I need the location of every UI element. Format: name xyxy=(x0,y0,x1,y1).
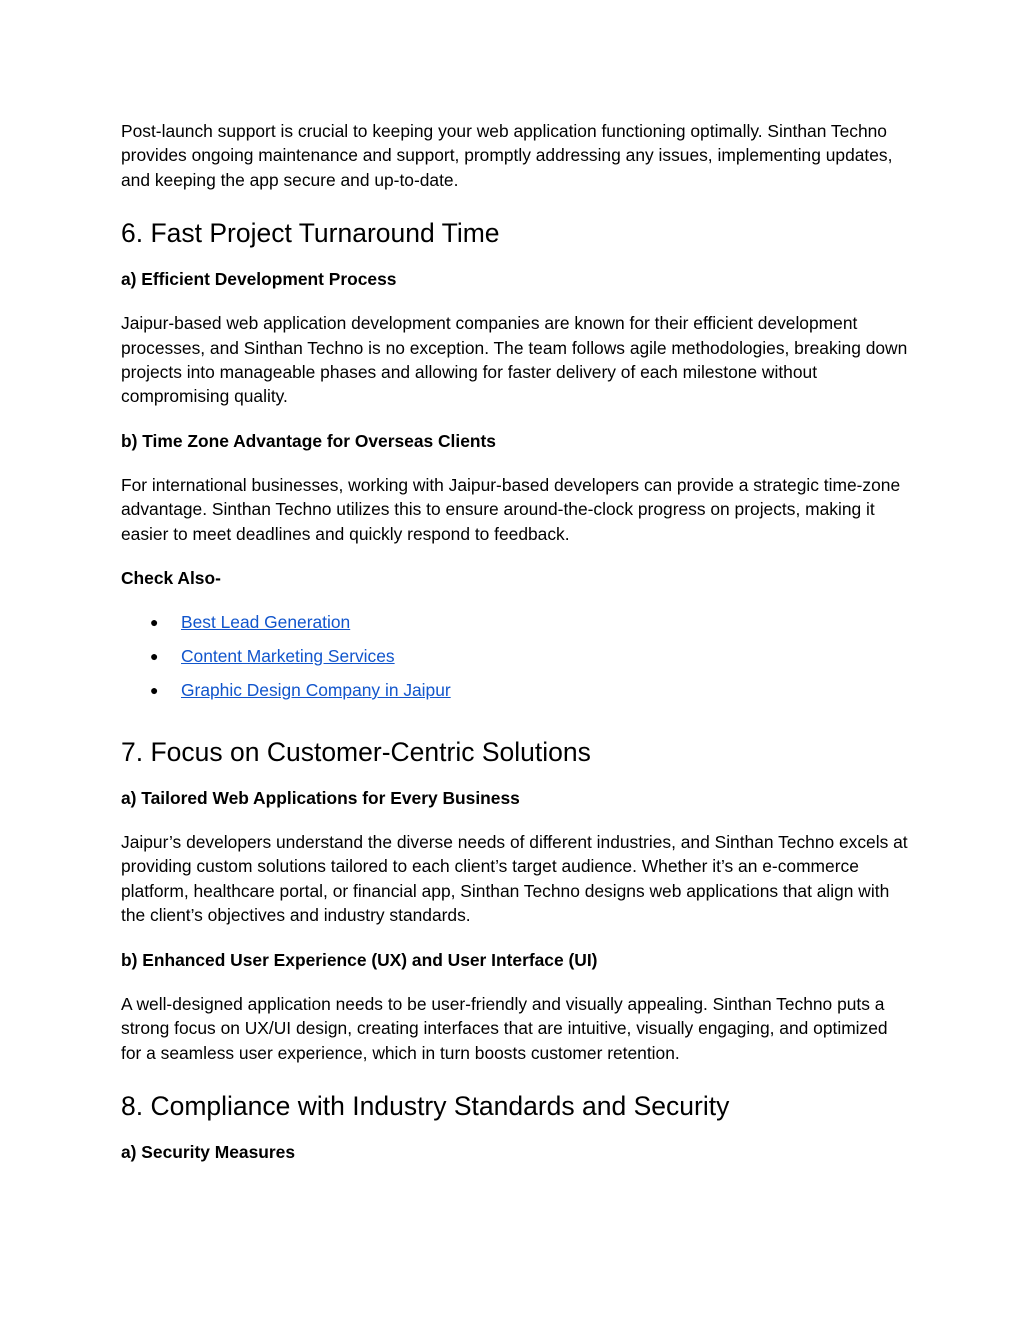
check-also-label: Check Also- xyxy=(121,568,221,589)
section-8a-heading: a) Security Measures xyxy=(121,1141,295,1162)
link-content-marketing-services[interactable]: Content Marketing Services xyxy=(181,646,395,667)
section-6b-body: For international businesses, working with Jaipur-based developers can provide a strategic time-zone advantage. Sinthan Techno utilizes this to ensure around-the-clock progress on projects, making it easier to meet deadlines and quickly respond to feedback. xyxy=(121,474,901,544)
list-item xyxy=(121,678,911,702)
link-graphic-design-company[interactable]: Graphic Design Company in Jaipur xyxy=(181,680,451,701)
list-item xyxy=(121,610,911,634)
section-6b-heading: b) Time Zone Advantage for Overseas Clients xyxy=(121,430,496,451)
list-item xyxy=(121,644,911,668)
link-best-lead-generation[interactable]: Best Lead Generation xyxy=(181,612,351,633)
check-also-list xyxy=(121,610,911,702)
section-7a-heading: a) Tailored Web Applications for Every Business xyxy=(121,788,520,809)
section-7b-heading: b) Enhanced User Experience (UX) and User Interface (UI) xyxy=(121,949,598,970)
bullet-icon: ● xyxy=(150,614,159,631)
section-6a-body: Jaipur-based web application development companies are known for their efficient development processes, and Sinthan Techno is no exception. The team follows agile methodologies, breaking down projects into manageable phases and allowing for faster delivery of each milestone without compromising quality. xyxy=(121,313,908,407)
section-6a-heading: a) Efficient Development Process xyxy=(121,269,397,290)
intro-paragraph: Post-launch support is crucial to keeping your web application functioning optimally. Sinthan Techno provides ongoing maintenance and support, promptly addressing any issues, implementing updates, and keeping the app secure and up-to-date. xyxy=(121,121,893,190)
section-7b-body: A well-designed application needs to be user-friendly and visually appealing. Sinthan Techno puts a strong focus on UX/UI design, creating interfaces that are intuitive, visually engaging, and optimized for a seamless user experience, which in turn boosts customer retention. xyxy=(121,993,888,1063)
bullet-icon: ● xyxy=(150,682,159,699)
bullet-icon: ● xyxy=(150,648,159,665)
document-page xyxy=(121,119,911,1164)
section-8-heading: 8. Compliance with Industry Standards and Security xyxy=(121,1090,730,1121)
section-7-heading: 7. Focus on Customer-Centric Solutions xyxy=(121,737,591,768)
section-7a-body: Jaipur’s developers understand the diverse needs of different industries, and Sinthan Techno excels at providing custom solutions tailored to each client’s target audience. Whether it’s an e-commerce platform, healthcare portal, or financial app, Sinthan Techno designs web applications that align with the client’s objectives and industry standards. xyxy=(121,832,908,926)
section-6-heading: 6. Fast Project Turnaround Time xyxy=(121,218,500,249)
